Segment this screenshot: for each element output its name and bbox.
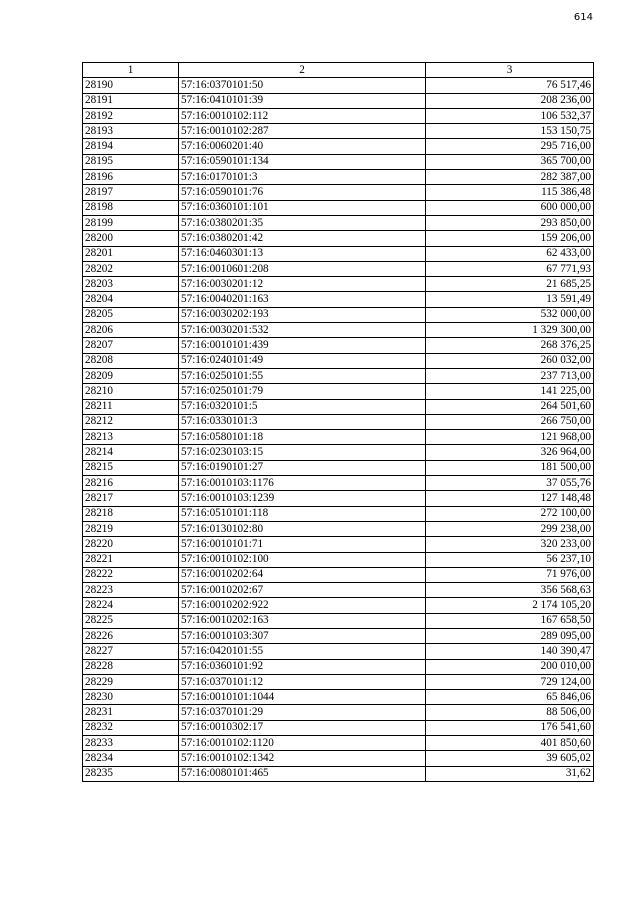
cadastral-value-cell: 21 685,25 xyxy=(426,277,594,292)
cadastral-value-table xyxy=(82,62,594,782)
row-number-cell: 28231 xyxy=(83,705,179,720)
table-row xyxy=(83,124,594,139)
row-number-cell: 28201 xyxy=(83,246,179,261)
table-header-row xyxy=(83,63,594,78)
cadastral-value-cell: 200 010,00 xyxy=(426,659,594,674)
row-number-cell: 28195 xyxy=(83,154,179,169)
row-number-cell: 28196 xyxy=(83,170,179,185)
cadastral-value-cell: 76 517,46 xyxy=(426,78,594,93)
row-number-cell: 28203 xyxy=(83,277,179,292)
cadastral-value-cell: 67 771,93 xyxy=(426,261,594,276)
cadastral-number-cell: 57:16:0230103:15 xyxy=(179,445,426,460)
cadastral-value-cell: 264 501,60 xyxy=(426,399,594,414)
cadastral-number-cell: 57:16:0010101:71 xyxy=(179,537,426,552)
table-row xyxy=(83,338,594,353)
table-row xyxy=(83,521,594,536)
table-row xyxy=(83,170,594,185)
cadastral-value-cell: 153 150,75 xyxy=(426,124,594,139)
cadastral-value-cell: 295 716,00 xyxy=(426,139,594,154)
cadastral-number-cell: 57:16:0010102:1120 xyxy=(179,736,426,751)
cadastral-number-cell: 57:16:0010101:1044 xyxy=(179,690,426,705)
table-row xyxy=(83,93,594,108)
cadastral-value-cell: 532 000,00 xyxy=(426,307,594,322)
row-number-cell: 28230 xyxy=(83,690,179,705)
cadastral-number-cell: 57:16:0130102:80 xyxy=(179,521,426,536)
cadastral-number-cell: 57:16:0010101:439 xyxy=(179,338,426,353)
cadastral-number-cell: 57:16:0010202:64 xyxy=(179,567,426,582)
cadastral-value-cell: 39 605,02 xyxy=(426,751,594,766)
row-number-cell: 28213 xyxy=(83,430,179,445)
cadastral-value-cell: 320 233,00 xyxy=(426,537,594,552)
cadastral-number-cell: 57:16:0250101:55 xyxy=(179,368,426,383)
cadastral-value-cell: 356 568,63 xyxy=(426,583,594,598)
cadastral-value-cell: 176 541,60 xyxy=(426,720,594,735)
table-row xyxy=(83,323,594,338)
row-number-cell: 28199 xyxy=(83,215,179,230)
table-row xyxy=(83,307,594,322)
cadastral-value-cell: 600 000,00 xyxy=(426,200,594,215)
table-row xyxy=(83,659,594,674)
row-number-cell: 28197 xyxy=(83,185,179,200)
row-number-cell: 28215 xyxy=(83,460,179,475)
cadastral-number-cell: 57:16:0370101:29 xyxy=(179,705,426,720)
row-number-cell: 28221 xyxy=(83,552,179,567)
table-row xyxy=(83,537,594,552)
cadastral-number-cell: 57:16:0410101:39 xyxy=(179,93,426,108)
row-number-cell: 28211 xyxy=(83,399,179,414)
cadastral-value-cell: 106 532,37 xyxy=(426,108,594,123)
table-row xyxy=(83,215,594,230)
row-number-cell: 28192 xyxy=(83,108,179,123)
cadastral-number-cell: 57:16:0040201:163 xyxy=(179,292,426,307)
table-row xyxy=(83,292,594,307)
row-number-cell: 28206 xyxy=(83,323,179,338)
table-row xyxy=(83,613,594,628)
table-row xyxy=(83,460,594,475)
cadastral-number-cell: 57:16:0250101:79 xyxy=(179,384,426,399)
cadastral-value-cell: 1 329 300,00 xyxy=(426,323,594,338)
row-number-cell: 28198 xyxy=(83,200,179,215)
row-number-cell: 28193 xyxy=(83,124,179,139)
table-row xyxy=(83,78,594,93)
cadastral-number-cell: 57:16:0010102:100 xyxy=(179,552,426,567)
cadastral-number-cell: 57:16:0370101:12 xyxy=(179,674,426,689)
table-row xyxy=(83,200,594,215)
cadastral-number-cell: 57:16:0010601:208 xyxy=(179,261,426,276)
cadastral-value-cell: 62 433,00 xyxy=(426,246,594,261)
row-number-cell: 28207 xyxy=(83,338,179,353)
cadastral-number-cell: 57:16:0010202:67 xyxy=(179,583,426,598)
cadastral-number-cell: 57:16:0510101:118 xyxy=(179,506,426,521)
table-row xyxy=(83,108,594,123)
cadastral-value-cell: 115 386,48 xyxy=(426,185,594,200)
table-row xyxy=(83,491,594,506)
cadastral-value-cell: 88 506,00 xyxy=(426,705,594,720)
table-row xyxy=(83,414,594,429)
row-number-cell: 28218 xyxy=(83,506,179,521)
cadastral-number-cell: 57:16:0380201:42 xyxy=(179,231,426,246)
table-row xyxy=(83,445,594,460)
table-row xyxy=(83,766,594,781)
cadastral-number-cell: 57:16:0010103:1176 xyxy=(179,476,426,491)
table-row xyxy=(83,674,594,689)
table-row xyxy=(83,246,594,261)
cadastral-number-cell: 57:16:0010302:17 xyxy=(179,720,426,735)
row-number-cell: 28228 xyxy=(83,659,179,674)
cadastral-value-cell: 13 591,49 xyxy=(426,292,594,307)
row-number-cell: 28226 xyxy=(83,628,179,643)
table-row xyxy=(83,690,594,705)
cadastral-value-cell: 401 850,60 xyxy=(426,736,594,751)
row-number-cell: 28214 xyxy=(83,445,179,460)
cadastral-value-cell: 127 148,48 xyxy=(426,491,594,506)
cadastral-number-cell: 57:16:0030201:532 xyxy=(179,323,426,338)
table-row xyxy=(83,598,594,613)
table-row xyxy=(83,384,594,399)
cadastral-number-cell: 57:16:0010103:307 xyxy=(179,628,426,643)
row-number-cell: 28200 xyxy=(83,231,179,246)
cadastral-value-cell: 365 700,00 xyxy=(426,154,594,169)
cadastral-value-cell: 208 236,00 xyxy=(426,93,594,108)
row-number-cell: 28235 xyxy=(83,766,179,781)
page-number: 614 xyxy=(573,12,593,23)
cadastral-number-cell: 57:16:0060201:40 xyxy=(179,139,426,154)
cadastral-number-cell: 57:16:0460301:13 xyxy=(179,246,426,261)
row-number-cell: 28208 xyxy=(83,353,179,368)
cadastral-value-cell: 326 964,00 xyxy=(426,445,594,460)
column-header-3: 3 xyxy=(426,63,594,78)
row-number-cell: 28222 xyxy=(83,567,179,582)
cadastral-number-cell: 57:16:0010102:1342 xyxy=(179,751,426,766)
table-row xyxy=(83,399,594,414)
cadastral-value-cell: 268 376,25 xyxy=(426,338,594,353)
cadastral-value-cell: 141 225,00 xyxy=(426,384,594,399)
table-row xyxy=(83,261,594,276)
row-number-cell: 28202 xyxy=(83,261,179,276)
cadastral-value-cell: 2 174 105,20 xyxy=(426,598,594,613)
cadastral-value-cell: 121 968,00 xyxy=(426,430,594,445)
table-row xyxy=(83,736,594,751)
cadastral-number-cell: 57:16:0010202:163 xyxy=(179,613,426,628)
cadastral-number-cell: 57:16:0580101:18 xyxy=(179,430,426,445)
cadastral-number-cell: 57:16:0370101:50 xyxy=(179,78,426,93)
table-row xyxy=(83,476,594,491)
cadastral-number-cell: 57:16:0360101:101 xyxy=(179,200,426,215)
table-row xyxy=(83,644,594,659)
cadastral-number-cell: 57:16:0320101:5 xyxy=(179,399,426,414)
cadastral-value-cell: 299 238,00 xyxy=(426,521,594,536)
cadastral-value-cell: 266 750,00 xyxy=(426,414,594,429)
table-row xyxy=(83,720,594,735)
table-row xyxy=(83,277,594,292)
row-number-cell: 28224 xyxy=(83,598,179,613)
table-row xyxy=(83,705,594,720)
cadastral-value-cell: 31,62 xyxy=(426,766,594,781)
table-row xyxy=(83,583,594,598)
cadastral-number-cell: 57:16:0330101:3 xyxy=(179,414,426,429)
table-row xyxy=(83,154,594,169)
cadastral-number-cell: 57:16:0010102:112 xyxy=(179,108,426,123)
table-row xyxy=(83,368,594,383)
cadastral-value-cell: 289 095,00 xyxy=(426,628,594,643)
cadastral-number-cell: 57:16:0240101:49 xyxy=(179,353,426,368)
row-number-cell: 28217 xyxy=(83,491,179,506)
row-number-cell: 28234 xyxy=(83,751,179,766)
cadastral-number-cell: 57:16:0190101:27 xyxy=(179,460,426,475)
row-number-cell: 28232 xyxy=(83,720,179,735)
table-row xyxy=(83,751,594,766)
cadastral-number-cell: 57:16:0380201:35 xyxy=(179,215,426,230)
cadastral-number-cell: 57:16:0010102:287 xyxy=(179,124,426,139)
cadastral-value-cell: 167 658,50 xyxy=(426,613,594,628)
row-number-cell: 28223 xyxy=(83,583,179,598)
row-number-cell: 28191 xyxy=(83,93,179,108)
cadastral-number-cell: 57:16:0590101:76 xyxy=(179,185,426,200)
cadastral-value-cell: 56 237,10 xyxy=(426,552,594,567)
cadastral-value-cell: 272 100,00 xyxy=(426,506,594,521)
table-body xyxy=(83,78,594,782)
cadastral-value-cell: 237 713,00 xyxy=(426,368,594,383)
table-row xyxy=(83,353,594,368)
cadastral-value-cell: 729 124,00 xyxy=(426,674,594,689)
cadastral-number-cell: 57:16:0170101:3 xyxy=(179,170,426,185)
cadastral-value-cell: 260 032,00 xyxy=(426,353,594,368)
row-number-cell: 28216 xyxy=(83,476,179,491)
cadastral-value-cell: 159 206,00 xyxy=(426,231,594,246)
row-number-cell: 28219 xyxy=(83,521,179,536)
cadastral-number-cell: 57:16:0360101:92 xyxy=(179,659,426,674)
table-row xyxy=(83,628,594,643)
cadastral-number-cell: 57:16:0010202:922 xyxy=(179,598,426,613)
row-number-cell: 28194 xyxy=(83,139,179,154)
table-row xyxy=(83,139,594,154)
row-number-cell: 28205 xyxy=(83,307,179,322)
column-header-2: 2 xyxy=(179,63,426,78)
table-row xyxy=(83,567,594,582)
table-row xyxy=(83,430,594,445)
row-number-cell: 28220 xyxy=(83,537,179,552)
cadastral-number-cell: 57:16:0010103:1239 xyxy=(179,491,426,506)
cadastral-number-cell: 57:16:0080101:465 xyxy=(179,766,426,781)
row-number-cell: 28204 xyxy=(83,292,179,307)
row-number-cell: 28229 xyxy=(83,674,179,689)
cadastral-value-cell: 71 976,00 xyxy=(426,567,594,582)
column-header-1: 1 xyxy=(83,63,179,78)
cadastral-number-cell: 57:16:0030201:12 xyxy=(179,277,426,292)
cadastral-value-cell: 181 500,00 xyxy=(426,460,594,475)
cadastral-number-cell: 57:16:0030202:193 xyxy=(179,307,426,322)
row-number-cell: 28212 xyxy=(83,414,179,429)
cadastral-value-cell: 65 846,06 xyxy=(426,690,594,705)
cadastral-value-cell: 282 387,00 xyxy=(426,170,594,185)
row-number-cell: 28233 xyxy=(83,736,179,751)
row-number-cell: 28210 xyxy=(83,384,179,399)
table-row xyxy=(83,506,594,521)
cadastral-number-cell: 57:16:0590101:134 xyxy=(179,154,426,169)
cadastral-number-cell: 57:16:0420101:55 xyxy=(179,644,426,659)
cadastral-value-cell: 140 390,47 xyxy=(426,644,594,659)
row-number-cell: 28209 xyxy=(83,368,179,383)
table-row xyxy=(83,231,594,246)
cadastral-value-cell: 293 850,00 xyxy=(426,215,594,230)
row-number-cell: 28225 xyxy=(83,613,179,628)
table-row xyxy=(83,185,594,200)
table-row xyxy=(83,552,594,567)
cadastral-value-cell: 37 055,76 xyxy=(426,476,594,491)
row-number-cell: 28227 xyxy=(83,644,179,659)
row-number-cell: 28190 xyxy=(83,78,179,93)
